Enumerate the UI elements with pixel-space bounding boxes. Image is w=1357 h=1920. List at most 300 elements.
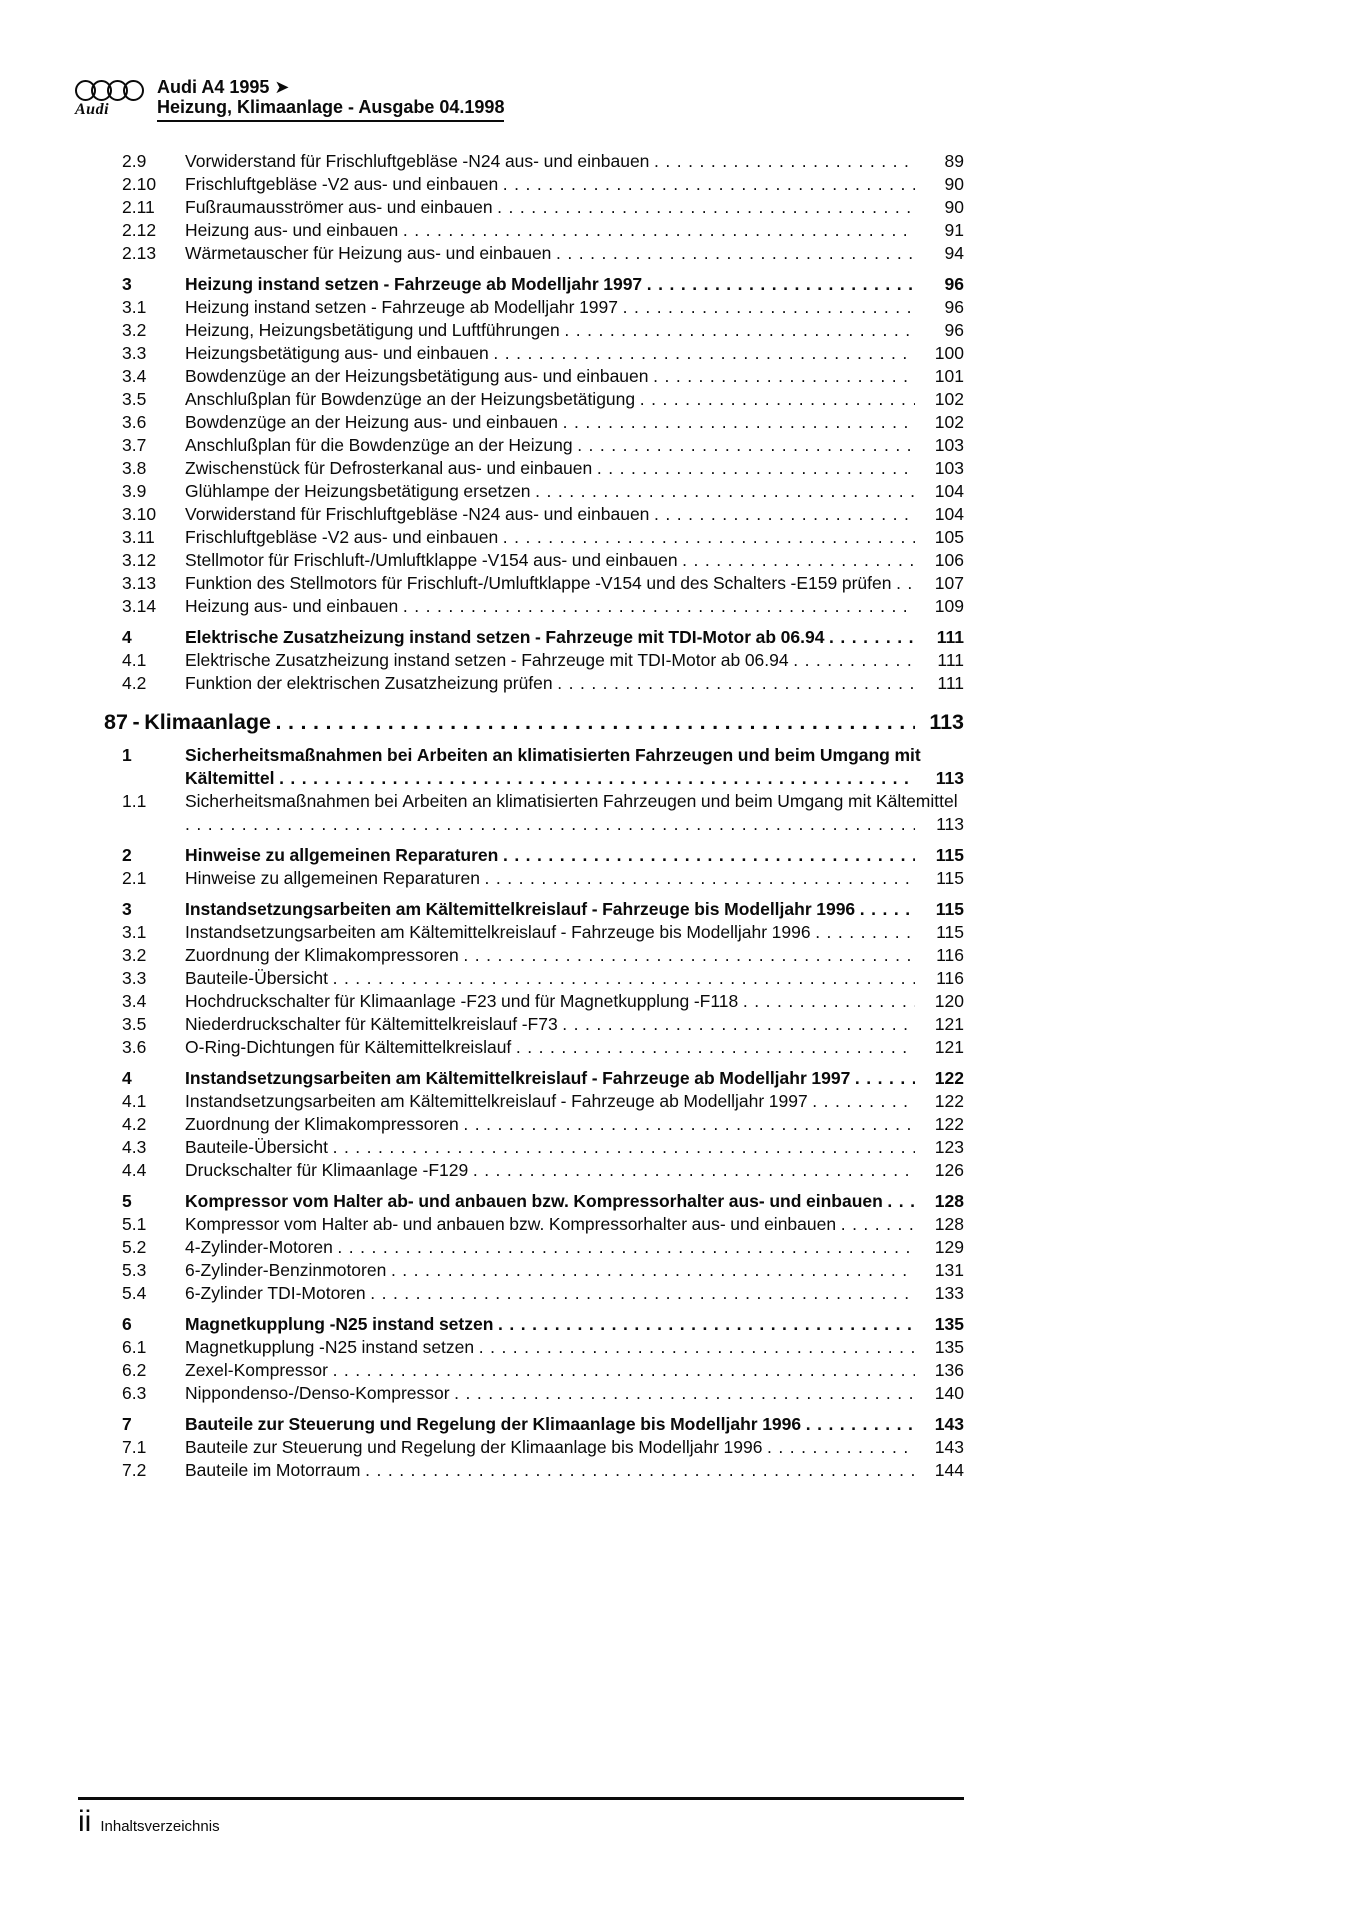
- dot-leader: [623, 296, 916, 319]
- title-word: Funktion: [185, 573, 253, 593]
- toc-entry-title: [185, 196, 964, 219]
- dot-leader: [562, 1013, 915, 1036]
- toc-entry-page: 143: [934, 1414, 964, 1434]
- toc-entry-number: 1: [122, 745, 132, 765]
- title-word: und: [367, 1437, 397, 1457]
- dot-leader: [276, 709, 916, 736]
- dot-leader: [463, 1113, 915, 1136]
- title-word: -F129: [422, 1160, 469, 1180]
- title-word: 1997: [603, 274, 643, 294]
- toc-entry-page: 122: [934, 1068, 964, 1088]
- title-word: -: [560, 1091, 567, 1111]
- title-word: Kompressorhalter: [573, 1191, 725, 1211]
- toc-entry-row: [104, 1090, 964, 1113]
- title-word: 1997: [811, 1068, 851, 1088]
- title-word: Reparaturen: [382, 868, 480, 888]
- title-word: ab-: [387, 1191, 414, 1211]
- toc-entry-row: [104, 1113, 964, 1136]
- toc-entry-title: [185, 1336, 964, 1359]
- title-word: Fahrzeuge: [381, 297, 466, 317]
- title-word: bzw.: [509, 1214, 545, 1234]
- toc-entry-title: [185, 1259, 964, 1282]
- toc-entry-row: [104, 196, 964, 219]
- toc-entry-title: [185, 790, 964, 836]
- dot-leader: [493, 342, 915, 365]
- toc-entry-page: 126: [934, 1160, 964, 1180]
- toc-entry-title: [185, 388, 964, 411]
- title-word: -E159: [790, 573, 838, 593]
- dot-leader: [815, 921, 915, 944]
- toc-entry-title: [185, 296, 964, 319]
- title-word: 06.94: [780, 627, 825, 647]
- toc-entry-title: [185, 457, 964, 480]
- toc-entry-row: [104, 990, 964, 1013]
- title-word: instand: [253, 297, 311, 317]
- toc-entry-page: 115: [935, 845, 964, 865]
- title-word: Fahrzeugen: [634, 745, 734, 765]
- title-word: einbauen: [326, 220, 399, 240]
- toc-entry-number: 3: [122, 899, 132, 919]
- header-titles: [157, 78, 504, 122]
- toc-entry-page: 90: [944, 174, 964, 194]
- title-word: setzen: [438, 1314, 494, 1334]
- toc-entry-title: [185, 1013, 964, 1036]
- title-word: zu: [265, 845, 285, 865]
- title-word: Funktion: [185, 673, 253, 693]
- toc-entry-title: [185, 898, 964, 921]
- title-word: Klimaanlage: [510, 1437, 607, 1457]
- toc-entry-number: 3.10: [122, 504, 157, 524]
- title-word: Anschlußplan: [185, 389, 292, 409]
- title-word: instand: [361, 1337, 418, 1357]
- toc-entry-row: [104, 898, 964, 921]
- toc-entry-page: 113: [935, 768, 964, 788]
- toc-entry-page: 116: [936, 968, 964, 988]
- toc-entry-page: 115: [936, 922, 964, 942]
- title-word: Fahrzeuge: [571, 922, 655, 942]
- toc-entry-number: 3.1: [122, 922, 147, 942]
- toc-entry-page: 96: [944, 320, 964, 340]
- title-word: Umgang: [777, 791, 844, 811]
- toc-entry-title: [185, 173, 964, 196]
- dot-leader: [535, 480, 915, 503]
- title-word: Heizung: [344, 412, 409, 432]
- title-word: Heizung: [185, 220, 250, 240]
- toc-entry-title: [185, 1136, 964, 1159]
- title-word: Heizungsbetätigung: [344, 366, 500, 386]
- dot-leader: [896, 572, 915, 595]
- title-word: -: [371, 297, 377, 317]
- toc-entry-title: [185, 967, 964, 990]
- title-word: und: [730, 1214, 760, 1234]
- title-word: Wärmetauscher: [185, 243, 309, 263]
- title-word: für: [268, 550, 289, 570]
- title-word: setzen: [454, 650, 507, 670]
- dot-leader: [391, 1259, 915, 1282]
- title-word: einbauen: [577, 504, 650, 524]
- title-word: TDI-Motor: [668, 627, 752, 647]
- toc-entry-page: 111: [937, 650, 964, 670]
- title-word: Modelljahr: [719, 1068, 807, 1088]
- title-word: und: [292, 220, 322, 240]
- title-word: Elektrische: [185, 650, 271, 670]
- title-word: allgemeinen: [283, 868, 379, 888]
- title-word: und: [501, 991, 531, 1011]
- title-word: Bauteile-Übersicht: [185, 968, 328, 988]
- toc-entry-title: [185, 1090, 964, 1113]
- toc-entry-page: 91: [944, 220, 964, 240]
- toc-entry-title: [185, 990, 964, 1013]
- title-word: -F23: [460, 991, 497, 1011]
- toc-entry-page: 116: [936, 945, 964, 965]
- toc-entry-page: 113: [929, 710, 964, 734]
- title-word: Bowdenzüge: [320, 389, 422, 409]
- toc-entry-number: 6.1: [122, 1337, 147, 1357]
- toc-entry-number: 3.3: [122, 343, 147, 363]
- title-word: des: [256, 573, 285, 593]
- doc-title: Audi A4 1995 ➤: [157, 77, 290, 97]
- toc-entry-page: 96: [944, 297, 964, 317]
- title-word: ab: [755, 627, 777, 647]
- toc-entry-page: 113: [936, 814, 964, 834]
- toc-entry-row: [104, 626, 964, 649]
- title-word: Instandsetzungsarbeiten: [185, 922, 376, 942]
- title-word: Arbeiten: [416, 745, 488, 765]
- toc-entry-number: 4.1: [122, 650, 147, 670]
- title-word: einbauen: [520, 458, 593, 478]
- title-word: anbauen: [454, 1191, 527, 1211]
- toc-entry-row: [104, 457, 964, 480]
- title-word: Frischluftgebläse: [325, 504, 458, 524]
- title-word: Zuordnung: [185, 945, 270, 965]
- title-word: Fahrzeuge: [393, 274, 482, 294]
- title-word: aus-: [504, 504, 539, 524]
- title-word: für: [334, 991, 355, 1011]
- toc-entry-page: 101: [934, 366, 964, 386]
- toc-chapter-row: [104, 709, 964, 736]
- title-word: Luftführungen: [451, 320, 560, 340]
- title-word: der: [450, 389, 476, 409]
- title-word: Zexel-Kompressor: [185, 1360, 328, 1380]
- title-word: -V2: [321, 174, 350, 194]
- title-word: der: [478, 435, 504, 455]
- toc-entry-page: 120: [934, 991, 964, 1011]
- toc-entry-number: 7: [122, 1414, 132, 1434]
- title-word: bei: [374, 791, 398, 811]
- title-word: 4-Zylinder-Motoren: [185, 1237, 333, 1257]
- toc-entry-title: [185, 150, 964, 173]
- title-word: und: [386, 197, 416, 217]
- toc-entry-title: [185, 595, 964, 618]
- title-word: bzw.: [531, 1191, 569, 1211]
- title-word: der: [274, 1114, 300, 1134]
- toc-entry-page: 104: [934, 504, 964, 524]
- toc-entry-row: [104, 173, 964, 196]
- toc-entry-number: 3.14: [122, 596, 157, 616]
- title-word: im: [252, 1460, 272, 1480]
- title-word: zu: [260, 868, 280, 888]
- title-word: Zuordnung: [185, 1114, 270, 1134]
- title-word: für: [300, 151, 321, 171]
- toc-entry-number: 2.12: [122, 220, 157, 240]
- page-footer: [78, 1797, 964, 1837]
- title-word: für: [381, 573, 403, 593]
- title-word: Fahrzeuge: [602, 1068, 690, 1088]
- title-word: und: [417, 320, 448, 340]
- toc-entry-title: [185, 1067, 964, 1090]
- footer-page-number: ii: [78, 1805, 92, 1838]
- toc-entry-number: 5.2: [122, 1237, 147, 1257]
- title-word: Umgang: [819, 745, 890, 765]
- toc-entry-page: 136: [934, 1360, 964, 1380]
- title-word: Magnetkupplung: [185, 1314, 325, 1334]
- title-word: der: [256, 673, 283, 693]
- toc-entry-page: 115: [936, 868, 964, 888]
- title-word: und: [402, 1214, 432, 1234]
- title-word: einbauen: [426, 174, 499, 194]
- title-word: instand: [257, 274, 320, 294]
- toc-entry-page: 128: [934, 1191, 964, 1211]
- dot-leader: [654, 503, 915, 526]
- title-word: der: [480, 1437, 506, 1457]
- dot-leader: [498, 1313, 915, 1336]
- title-word: an: [290, 412, 311, 432]
- title-word: für: [304, 458, 325, 478]
- toc-entry-page: 111: [937, 673, 964, 693]
- title-word: und: [292, 596, 322, 616]
- toc-entry-title: [185, 1236, 964, 1259]
- title-word: Klimakompressoren: [304, 945, 459, 965]
- toc-entry-page: 103: [934, 458, 964, 478]
- toc-entry-number: 3.6: [122, 1037, 147, 1057]
- title-word: und: [700, 791, 731, 811]
- toc-entry-row: [104, 219, 964, 242]
- title-word: Kompressor: [185, 1214, 280, 1234]
- title-word: Vorwiderstand: [185, 151, 296, 171]
- title-word: Heizungsbetätigung: [304, 481, 459, 501]
- title-word: Heizung: [185, 596, 250, 616]
- toc-entry-number: 2.1: [122, 868, 147, 888]
- title-word: für: [534, 991, 556, 1011]
- toc-entry-row: [104, 1382, 964, 1405]
- toc-entry-title: [185, 921, 964, 944]
- title-word: Fahrzeuge: [521, 650, 605, 670]
- toc-entry-number: 2: [122, 845, 132, 865]
- title-word: Bowdenzüge: [185, 412, 287, 432]
- title-word: bis: [640, 1414, 666, 1434]
- toc-entry-row: [104, 595, 964, 618]
- title-word: Frischluftgebläse: [185, 527, 318, 547]
- title-word: mit: [848, 791, 872, 811]
- title-word: zur: [252, 1437, 278, 1457]
- toc-entry-row: [104, 672, 964, 695]
- title-word: Kältemittel: [185, 768, 275, 788]
- dot-leader: [556, 242, 915, 265]
- dot-leader: [479, 1336, 916, 1359]
- title-word: an: [426, 389, 446, 409]
- toc-entry-row: [104, 921, 964, 944]
- toc-entry-row: [104, 1282, 964, 1305]
- title-word: Hochdruckschalter: [185, 991, 330, 1011]
- title-word: Kältemittelkreislauf: [370, 1014, 518, 1034]
- title-word: Kältemittelkreislauf: [409, 1091, 557, 1111]
- toc-entry-number: 3.12: [122, 550, 157, 570]
- title-word: 6-Zylinder: [185, 1283, 263, 1303]
- title-word: Sicherheitsmaßnahmen: [185, 791, 370, 811]
- title-word: aus-: [353, 527, 388, 547]
- toc-entry-row: [104, 342, 964, 365]
- toc-entry-row: [104, 365, 964, 388]
- toc-entry-row: [104, 867, 964, 890]
- toc-entry-title: [185, 1036, 964, 1059]
- title-word: -N24: [462, 504, 501, 524]
- title-word: Heizung: [185, 274, 254, 294]
- title-word: an: [290, 366, 311, 386]
- title-word: Defrosterkanal: [329, 458, 444, 478]
- title-word: Bauteile: [185, 1437, 249, 1457]
- title-word: Klimaanlage: [532, 1414, 636, 1434]
- title-word: 1997: [579, 297, 619, 317]
- toc-entry-number: 2.10: [122, 174, 157, 194]
- toc-entry-number: 7.2: [122, 1460, 147, 1480]
- toc-entry-row: [104, 744, 964, 790]
- toc-entry-page: 111: [936, 627, 964, 647]
- title-word: Regelung: [400, 1437, 476, 1457]
- toc-entry-page: 100: [934, 343, 964, 363]
- toc-entry-page: 128: [934, 1214, 964, 1234]
- dot-leader: [557, 672, 915, 695]
- title-word: der: [500, 1414, 528, 1434]
- toc-entry-title: [185, 1282, 964, 1305]
- title-word: instand: [372, 1314, 435, 1334]
- title-word: einbauen: [806, 1191, 883, 1211]
- dot-leader: [516, 1036, 916, 1059]
- toc-entry-title: [185, 844, 964, 867]
- title-word: einbauen: [486, 412, 559, 432]
- toc-entry-row: [104, 1036, 964, 1059]
- title-word: am: [395, 899, 422, 919]
- title-word: Modelljahr: [670, 1414, 758, 1434]
- title-word: -N25: [329, 1314, 368, 1334]
- toc-entry-row: [104, 434, 964, 457]
- toc-entry-title: [185, 342, 964, 365]
- toc-entry-title: [185, 1313, 964, 1336]
- toc-entry-page: 102: [934, 389, 964, 409]
- title-word: vom: [292, 1191, 329, 1211]
- toc-entry-row: [104, 480, 964, 503]
- title-word: aus-: [406, 243, 441, 263]
- title-word: Klimaanlage: [321, 1160, 418, 1180]
- title-word: des: [680, 573, 709, 593]
- toc-entry-number: 3.11: [122, 527, 155, 547]
- title-word: aus-: [344, 343, 379, 363]
- toc-entry-title: [185, 672, 964, 695]
- dot-leader: [653, 365, 915, 388]
- title-word: Magnetkupplung: [559, 991, 690, 1011]
- title-word: Glühlampe: [185, 481, 270, 501]
- title-word: an: [454, 435, 474, 455]
- toc-entry-number: 4: [122, 1068, 132, 1088]
- title-word: Motorraum: [275, 1460, 361, 1480]
- title-word: und: [737, 745, 770, 765]
- title-word: und: [769, 1191, 802, 1211]
- title-word: 06.94: [744, 650, 789, 670]
- toc-entry-number: 5.4: [122, 1283, 147, 1303]
- title-word: -V154: [481, 550, 529, 570]
- title-word: und: [543, 504, 573, 524]
- dot-leader: [185, 813, 915, 836]
- toc-entry-title: [185, 1113, 964, 1136]
- toc-entry-row: [104, 1459, 964, 1482]
- toc-entry-row: [104, 503, 964, 526]
- title-word: TDI-Motoren: [267, 1283, 366, 1303]
- title-word: und: [418, 1191, 451, 1211]
- title-word: Heizung: [338, 243, 403, 263]
- title-word: Reparaturen: [395, 845, 499, 865]
- title-word: und: [392, 527, 422, 547]
- title-word: Fahrzeuge: [571, 1091, 655, 1111]
- toc-entry-row: [104, 944, 964, 967]
- title-word: Zusatzheizung: [282, 627, 405, 647]
- title-word: aus-: [533, 550, 568, 570]
- title-word: Modelljahr: [683, 1091, 765, 1111]
- title-word: aus-: [504, 151, 539, 171]
- dot-leader: [577, 434, 915, 457]
- toc-entry-title: [185, 1413, 964, 1436]
- toc-entry-row: [104, 572, 964, 595]
- toc-entry-row: [104, 967, 964, 990]
- title-word: für: [345, 1014, 366, 1034]
- toc-entry-page: 122: [934, 1091, 964, 1111]
- toc-entry-row: [104, 1236, 964, 1259]
- dot-leader: [841, 1213, 916, 1236]
- table-of-contents: [0, 150, 1357, 1482]
- title-word: -: [510, 650, 517, 670]
- title-word: Schalters: [713, 573, 786, 593]
- title-word: bis: [659, 922, 682, 942]
- toc-entry-row: [104, 649, 964, 672]
- title-word: Kompressorhalter: [548, 1214, 688, 1234]
- dot-leader: [403, 595, 916, 618]
- title-word: -: [591, 1068, 598, 1088]
- title-word: instand: [393, 650, 451, 670]
- title-word: Kältemittelkreislauf: [364, 1037, 512, 1057]
- toc-entry-title: [185, 365, 964, 388]
- toc-entry-title: [185, 1382, 964, 1405]
- title-word: Regelung: [416, 1414, 497, 1434]
- title-word: am: [395, 1068, 422, 1088]
- toc-entry-row: [104, 1359, 964, 1382]
- title-word: Kältemittel: [875, 791, 958, 811]
- title-word: 1996: [723, 1437, 763, 1457]
- toc-entry-row: [104, 1213, 964, 1236]
- toc-entry-page: 133: [934, 1283, 964, 1303]
- title-word: und: [392, 174, 422, 194]
- toc-entry-title: [185, 1459, 964, 1482]
- toc-entry-page: 135: [934, 1314, 964, 1334]
- title-word: Zusatzheizung: [275, 650, 390, 670]
- toc-entry-row: [104, 296, 964, 319]
- toc-entry-number: 4.2: [122, 673, 147, 693]
- dot-leader: [503, 844, 915, 867]
- toc-entry-row: [104, 549, 964, 572]
- title-word: Halter: [321, 1214, 369, 1234]
- dot-leader: [333, 1136, 916, 1159]
- toc-entry-title: [185, 1213, 964, 1236]
- toc-entry-row: [104, 1336, 964, 1359]
- toc-entry-page: 140: [934, 1383, 964, 1403]
- title-word: einbauen: [426, 527, 499, 547]
